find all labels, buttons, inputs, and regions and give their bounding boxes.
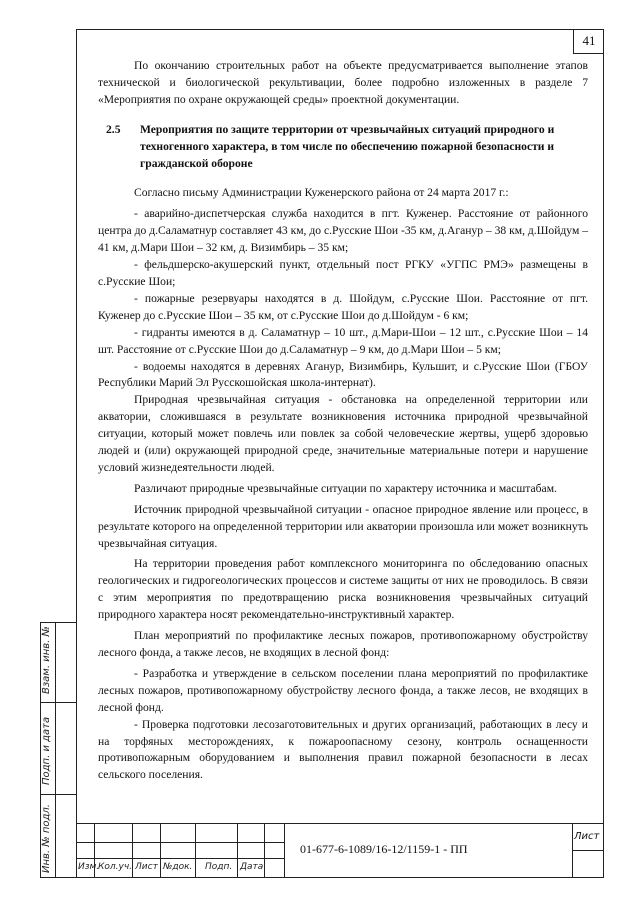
title-block-divider [264, 823, 265, 878]
paragraph: Различают природные чрезвычайные ситуации по характеру источника и масштабам. [134, 481, 557, 495]
title-block-rule [572, 850, 604, 851]
list-item: - фельдшерско-акушерский пункт, отдельный пост РГКУ «УГПС РМЭ» размещены в с.Русские Шои; [98, 258, 588, 288]
document-body [98, 58, 588, 784]
title-block-divider [160, 823, 161, 878]
side-label-signature: Подп. и дата [41, 716, 52, 785]
title-block-divider [237, 823, 238, 878]
section-number: 2.5 [106, 122, 121, 136]
list-item: - Проверка подготовки лесозаготовительных и других организаций, работающих в лесу и на торфяных месторождениях, к пожароопасному сезону, контроль оснащенности противопожарным оборудованием и выполнения правил пожарной безопасности в лесах сельского поселения. [98, 717, 588, 782]
column-label-doc: №док. [163, 862, 193, 872]
paragraph: План мероприятий по профилактике лесных пожаров, противопожарному обустройству лесного фонда, а также лесов, не входящих в лесной фонд: [98, 629, 588, 659]
side-stamp-row-divider [41, 794, 77, 795]
sheet-label: Лист [574, 831, 600, 842]
title-block-divider [195, 823, 196, 878]
side-stamp-divider [55, 623, 56, 877]
section-heading [98, 122, 588, 173]
column-label-count: Кол.уч. [98, 862, 133, 872]
side-stamp [40, 622, 76, 878]
list-item: - Разработка и утверждение в сельском поселении плана мероприятий по профилактике лесных пожаров, противопожарному обустройству лесного фонда, а также лесов, не входящих в лесной фонд. [98, 666, 588, 714]
title-block-rule [76, 858, 284, 859]
column-label-sheet: Лист [135, 862, 158, 872]
side-label-replacement: Взам. инв. № [41, 626, 52, 694]
paragraph-list [98, 185, 588, 784]
paragraph: На территории проведения работ комплексного мониторинга по обследованию опасных геологических и гидрогеологических процессов и системе защиты от них не проводилось. В связи с этим мероприятия по предотвращению риска возникновения чрезвычайных ситуаций природного характера носят рекомендательно-инструктивный характер. [98, 557, 588, 622]
title-block-divider [284, 823, 285, 878]
side-label-inventory: Инв. № подл. [41, 804, 52, 873]
title-block-rule [76, 842, 284, 843]
column-label-change: Изм. [78, 862, 100, 872]
paragraph: Природная чрезвычайная ситуация - обстановка на определенной территории или акватории, сложившаяся в результате возникновения источника природной чрезвычайной ситуации, который может повлечь или повлек за собой человеческие жертвы, ущерб здоровью людей и (или) окружающей природной среде, значительные материальные потери и нарушение условий жизнедеятельности людей. [98, 393, 588, 474]
paragraph: Согласно письму Администрации Куженерского района от 24 марта 2017 г.: [134, 186, 509, 200]
list-item: - гидранты имеются в д. Саламатнур – 10 шт., д.Мари-Шои – 12 шт., с.Русские Шои – 14 шт. Расстояние от с.Русские Шои до д.Саламатнур – 9 км, до д.Мари Шои – 5 км; [98, 325, 588, 356]
page-number: 41 [573, 29, 604, 54]
list-item: - водоемы находятся в деревнях Аганур, Визимбирь, Кульшит, и с.Русские Шои (ГБОУ Республики Марий Эл Русскошойская школа-интернат). [98, 359, 588, 390]
list-item: - аварийно-диспетчерская служба находится в пгт. Куженер. Расстояние от районного центра до д.Саламатнур составляет 43 км, до с.Русские Шои -35 км, д.Aганур – 38 км, д.Шойдум – 41 км, д.Мари Шои – 32 км, д. Визимбирь – 35 км; [98, 207, 588, 255]
section-title: Мероприятия по защите территории от чрезвычайных ситуаций природного и техногенного характера, в том числе по обеспечению пожарной безопасности и гражданской обороне [140, 122, 555, 170]
list-item: - пожарные резервуары находятся в д. Шойдум, с.Русские Шои. Расстояние от пгт. Куженер до с.Русские Шои – 35 км, от с.Русские Шои до д.Шойдум - 6 км; [98, 291, 588, 322]
column-label-signature: Подп. [205, 862, 233, 872]
paragraph: По окончанию строительных работ на объекте предусматривается выполнение этапов технической и биологической рекультивации, более подробно изложенных в разделе 7 «Мероприятия по охране окружающей среды» проектной документации. [98, 59, 588, 106]
paragraph: Источник природной чрезвычайной ситуации - опасное природное явление или процесс, в результате которого на определенной территории или акватории произошла или может возникнуть чрезвычайная ситуация. [98, 502, 588, 550]
document-code: 01-677-6-1089/16-12/1159-1 - ПП [300, 842, 468, 856]
side-stamp-row-divider [41, 702, 77, 703]
title-block-divider [132, 823, 133, 878]
column-label-date: Дата [240, 862, 264, 872]
